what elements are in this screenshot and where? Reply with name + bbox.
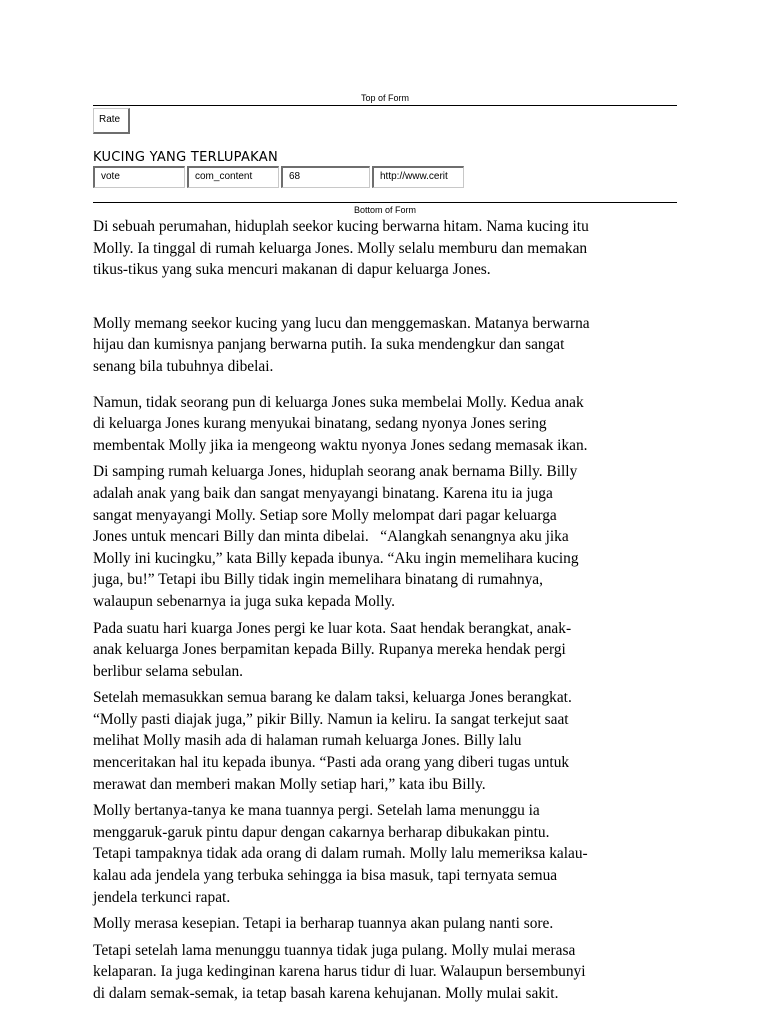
paragraph <box>93 461 683 612</box>
text-line: adalah anak yang baik dan sangat menyayangi binatang. Karena itu ia juga <box>93 484 553 502</box>
text-line: Setelah memasukkan semua barang ke dalam taksi, keluarga Jones berangkat. <box>93 689 572 707</box>
text-line: hijau dan kumisnya panjang berwarna putih. Ia suka mendengkur dan sangat <box>93 336 565 354</box>
paragraph <box>93 940 683 1005</box>
top-form-divider <box>93 105 677 106</box>
text-line: Molly. Ia tinggal di rumah keluarga Jones. Molly selalu memburu dan memakan <box>93 239 588 257</box>
vote-field[interactable]: vote <box>93 166 185 188</box>
rate-button[interactable]: Rate <box>93 108 130 134</box>
text-line: Molly ini kucingku,” kata Billy kepada ibunya. “Aku ingin memelihara kucing <box>93 549 579 567</box>
text-line: tikus-tikus yang suka mencuri makanan di dapur keluarga Jones. <box>93 261 491 279</box>
text-line: Molly memang seekor kucing yang lucu dan menggemaskan. Matanya berwarna <box>93 314 590 332</box>
text-line: Tetapi setelah lama menunggu tuannya tidak juga pulang. Molly mulai merasa <box>93 941 576 959</box>
text-line: anak keluarga Jones berpamitan kepada Billy. Rupanya mereka hendak pergi <box>93 641 566 659</box>
text-line: di keluarga Jones kurang menyukai binatang, sedang nyonya Jones sering <box>93 415 547 433</box>
text-line: juga, bu!” Tetapi ibu Billy tidak ingin memelihara binatang di rumahnya, <box>93 571 543 589</box>
text-line: walaupun sebenarnya ia juga suka kepada Molly. <box>93 592 396 610</box>
text-line: merawat dan memberi makan Molly setiap hari,” kata ibu Billy. <box>93 775 486 793</box>
text-line: jendela terkunci rapat. <box>93 888 231 906</box>
text-line: kelaparan. Ia juga kedinginan karena harus tidur di luar. Walaupun bersembunyi <box>93 963 586 981</box>
text-line: Molly bertanya-tanya ke mana tuannya pergi. Setelah lama menunggu ia <box>93 802 540 820</box>
text-line: Pada suatu hari kuarga Jones pergi ke luar kota. Saat hendak berangkat, anak- <box>93 619 572 637</box>
text-line: sangat menyayangi Molly. Setiap sore Molly melompat dari pagar keluarga <box>93 506 557 524</box>
text-line: Tetapi tampaknya tidak ada orang di dalam rumah. Molly lalu memeriksa kalau- <box>93 845 588 863</box>
text-line: membentak Molly jika ia mengeong waktu nyonya Jones sedang memasak ikan. <box>93 436 588 454</box>
url-field[interactable]: http://www.cerit <box>372 166 464 188</box>
text-line: berlibur selama sebulan. <box>93 662 244 680</box>
bottom-form-divider <box>93 202 677 203</box>
story-body <box>93 216 683 1005</box>
paragraph <box>93 618 683 683</box>
text-line: kalau ada jendela yang terbuka sehingga ia bisa masuk, tapi ternyata semua <box>93 867 558 885</box>
text-line: Di sebuah perumahan, hiduplah seekor kucing berwarna hitam. Nama kucing itu <box>93 218 589 235</box>
bottom-of-form-label: Bottom of Form <box>353 205 416 215</box>
text-line: menceritakan hal itu kepada ibunya. “Pasti ada orang yang diberi tugas untuk <box>93 754 570 772</box>
text-line: Namun, tidak seorang pun di keluarga Jones suka membelai Molly. Kedua anak <box>93 393 584 411</box>
paragraph <box>93 913 683 935</box>
top-of-form-label: Top of Form <box>360 93 409 103</box>
text-line: “Molly pasti diajak juga,” pikir Billy. Namun ia keliru. Ia sangat terkejut saat <box>93 710 569 728</box>
text-line: Molly merasa kesepian. Tetapi ia berharap tuannya akan pulang nanti sore. <box>93 915 554 933</box>
paragraph <box>93 392 683 457</box>
paragraph <box>93 216 683 281</box>
option-field[interactable]: com_content <box>187 166 279 188</box>
id-field[interactable]: 68 <box>281 166 370 188</box>
paragraph <box>93 313 683 378</box>
text-line: menggaruk-garuk pintu dapur dengan cakarnya berharap dibukakan pintu. <box>93 823 550 841</box>
story-title: KUCING YANG TERLUPAKAN <box>93 150 279 165</box>
text-line: Jones untuk mencari Billy dan minta dibelai. “Alangkah senangnya aku jika <box>93 528 569 546</box>
paragraph <box>93 687 683 795</box>
paragraph <box>93 800 683 908</box>
text-line: Di samping rumah keluarga Jones, hiduplah seorang anak bernama Billy. Billy <box>93 463 578 481</box>
text-line: melihat Molly masih ada di halaman rumah keluarga Jones. Billy lalu <box>93 732 522 750</box>
text-line: di dalam semak-semak, ia tetap basah karena kehujanan. Molly mulai sakit. <box>93 985 559 1002</box>
text-line: senang bila tubuhnya dibelai. <box>93 357 274 375</box>
